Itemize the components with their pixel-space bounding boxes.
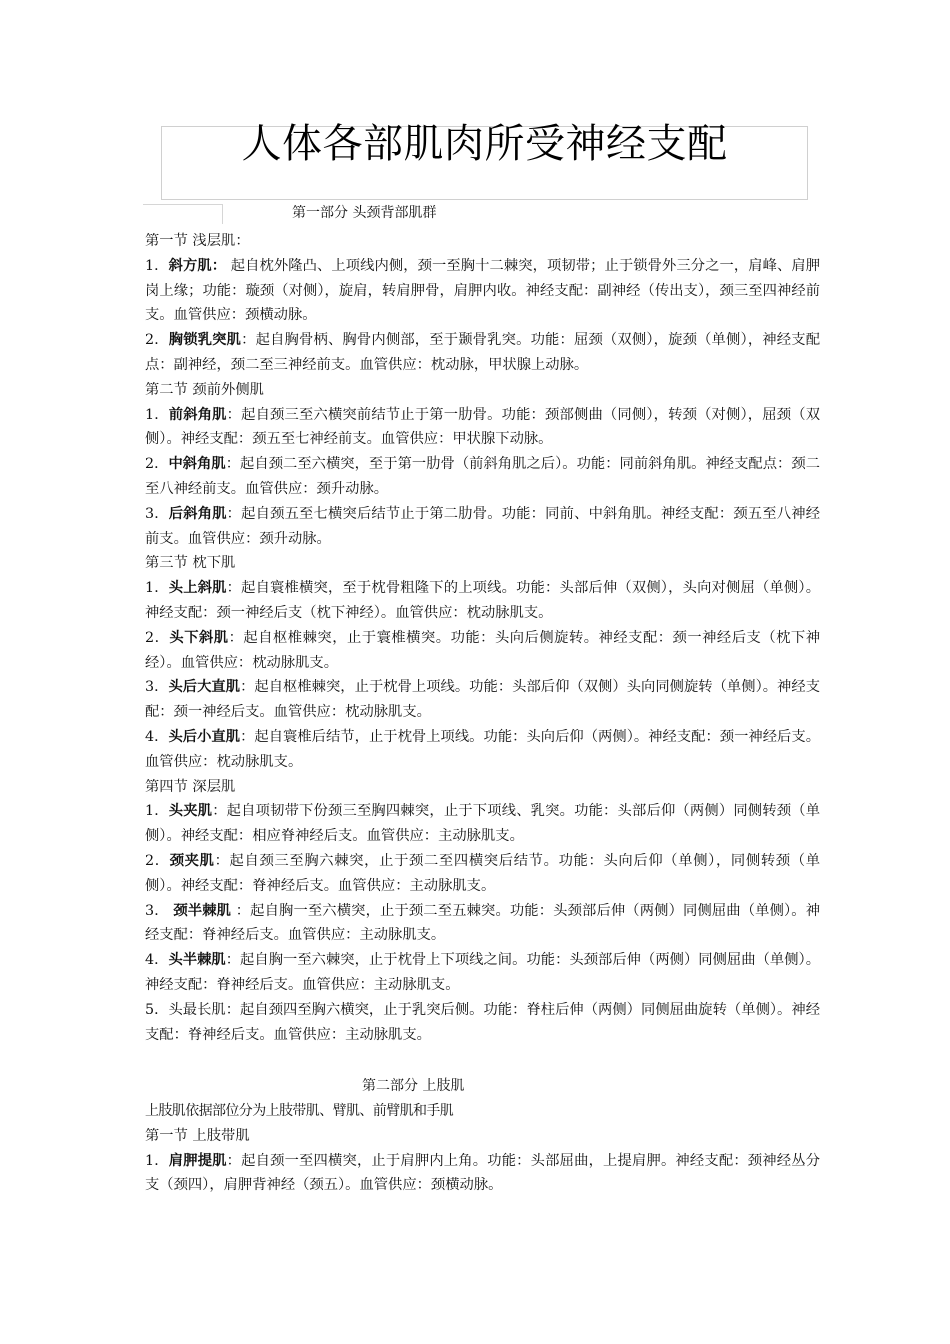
divider-line — [143, 204, 223, 205]
item-text: ：起自胸骨柄、胸骨内侧部，至于颞骨乳突。功能：屈颈（双侧），旋颈（单侧），神经支配点：副神经，颈二至三神经前支。血管供应：枕动脉，甲状腺上动脉。 — [145, 332, 821, 373]
item-number: 2． — [145, 332, 169, 349]
divider-line-vertical — [222, 204, 223, 224]
muscle-name: 头最长肌 — [168, 1001, 226, 1018]
item-number: 1． — [145, 257, 169, 274]
muscle-name: 后斜角肌 — [168, 505, 227, 522]
item-number: 1． — [145, 1152, 169, 1169]
list-item — [145, 849, 820, 899]
list-item — [145, 998, 820, 1048]
item-number: 3． — [145, 902, 174, 919]
part2-heading: 第二部分 上肢肌 — [362, 1078, 465, 1094]
muscle-name: 颈夹肌 — [169, 852, 215, 869]
item-number: 2． — [145, 456, 169, 473]
muscle-name: 颈半棘肌 — [173, 902, 232, 919]
muscle-name: 斜方肌： — [168, 257, 227, 274]
section-heading: 第二节 颈前外侧肌 — [145, 381, 264, 398]
item-text: ：起自颈一至四横突，止于肩胛内上角。功能：头部屈曲，上提肩胛。神经支配：颈神经丛分支（颈四），肩胛背神经（颈五）。血管供应：颈横动脉。 — [145, 1152, 820, 1194]
item-text: ：起自胸一至六横突，止于颈二至五棘突。功能：头颈部后伸（两侧）同侧屈曲（单侧）。神经支配：脊神经后支。血管供应：主动脉肌支。 — [145, 902, 821, 944]
list-item — [145, 725, 820, 775]
item-text: ：起自颈二至六横突，至于第一肋骨（前斜角肌之后）。功能：同前斜角肌。神经支配点：颈二至八神经前支。血管供应：颈升动脉。 — [145, 456, 820, 497]
item-number: 2． — [145, 629, 170, 646]
item-text: ：起自项韧带下份颈三至胸四棘突，止于下项线、乳突。功能：头部后仰（两侧）同侧转颈（单侧）。神经支配：相应脊神经后支。血管供应：主动脉肌支。 — [145, 803, 821, 845]
item-text: 起自枕外隆凸、上项线内侧，颈一至胸十二棘突，项韧带；止于锁骨外三分之一，肩峰、肩胛岗上缘；功能：璇颈（对侧），旋肩，转肩胛骨，肩胛内收。神经支配：副神经（传出支），颈三至四神经前支。血管供应：颈横动脉。 — [145, 257, 821, 324]
muscle-name: 头半棘肌 — [168, 952, 226, 969]
item-number: 4． — [145, 952, 169, 969]
list-item — [145, 452, 820, 502]
list-item — [145, 403, 820, 453]
item-text: ：起自寰椎横突，至于枕骨粗隆下的上项线。功能：头部后伸（双侧），头向对侧屈（单侧）。神经支配：颈一神经后支（枕下神经）。血管供应：枕动脉肌支。 — [145, 580, 820, 621]
list-item — [145, 899, 820, 949]
part1-body — [145, 229, 820, 1047]
document-title: 人体各部肌肉所受神经支配 — [241, 121, 728, 167]
list-item — [145, 328, 820, 378]
part2-body — [145, 1099, 820, 1198]
item-text: ：起自颈三至胸六棘突，止于颈二至四横突后结节。功能：头向后仰（单侧），同侧转颈（单侧）。神经支配：脊神经后支。血管供应：主动脉肌支。 — [145, 852, 820, 894]
muscle-name: 胸锁乳突肌 — [168, 332, 242, 349]
muscle-name: 头夹肌 — [168, 803, 213, 820]
list-item — [145, 948, 820, 998]
section-heading: 第四节 深层肌 — [145, 778, 236, 795]
muscle-name: 头后小直肌 — [168, 728, 241, 745]
item-number: 1． — [145, 580, 169, 597]
list-item — [145, 799, 820, 849]
muscle-name: 前斜角肌 — [168, 406, 227, 423]
item-number: 1． — [145, 406, 169, 423]
item-text: ：起自胸一至六棘突，止于枕骨上下项线之间。功能：头颈部后伸（两侧）同侧屈曲（单侧）。神经支配：脊神经后支。血管供应：主动脉肌支。 — [145, 952, 820, 993]
item-text: ：起自颈四至胸六横突，止于乳突后侧。功能：脊柱后伸（两侧）同侧屈曲旋转（单侧）。神经支配：脊神经后支。血管供应：主动脉肌支。 — [145, 1001, 820, 1043]
item-number: 2． — [145, 852, 170, 869]
muscle-name: 头上斜肌 — [168, 580, 227, 597]
muscle-name: 中斜角肌 — [168, 456, 226, 473]
section-heading: 第一节 浅层肌： — [145, 233, 250, 249]
list-item — [145, 502, 820, 552]
part2-intro: 上肢肌依据部位分为上肢带肌、臂肌、前臂肌和手肌 — [145, 1103, 454, 1119]
item-number: 4． — [145, 728, 169, 745]
list-item — [145, 1149, 820, 1199]
item-number: 3． — [145, 679, 169, 696]
list-item — [145, 576, 820, 626]
item-text: ：起自颈五至七横突后结节止于第二肋骨。功能：同前、中斜角肌。神经支配：颈五至八神经前支。血管供应：颈升动脉。 — [145, 505, 820, 547]
item-text: ：起自枢椎棘突，止于枕骨上项线。功能：头部后仰（双侧）头向同侧旋转（单侧）。神经支配：颈一神经后支。血管供应：枕动脉肌支。 — [145, 679, 820, 721]
list-item — [145, 675, 820, 725]
part1-heading: 第一部分 头颈背部肌群 — [292, 205, 437, 221]
item-text: ：起自颈三至六横突前结节止于第一肋骨。功能：颈部侧曲（同侧），转颈（对侧），屈颈（双侧）。神经支配：颈五至七神经前支。血管供应：甲状腺下动脉。 — [145, 406, 820, 448]
list-item — [145, 254, 820, 328]
muscle-name: 肩胛提肌 — [168, 1152, 227, 1169]
muscle-name: 头后大直肌 — [168, 679, 241, 696]
item-text: ：起自枢椎棘突，止于寰椎横突。功能：头向后侧旋转。神经支配：颈一神经后支（枕下神经）。血管供应：枕动脉肌支。 — [145, 629, 821, 671]
section-heading: 第一节 上肢带肌 — [145, 1127, 250, 1144]
item-number: 3． — [145, 505, 169, 522]
item-number: 5． — [145, 1001, 169, 1018]
muscle-name: 头下斜肌 — [169, 629, 229, 646]
item-number: 1． — [145, 803, 169, 820]
section-heading: 第三节 枕下肌 — [145, 555, 236, 572]
item-text: ：起自寰椎后结节，止于枕骨上项线。功能：头向后仰（两侧）。神经支配：颈一神经后支。血管供应：枕动脉肌支。 — [145, 728, 820, 770]
list-item — [145, 626, 820, 676]
